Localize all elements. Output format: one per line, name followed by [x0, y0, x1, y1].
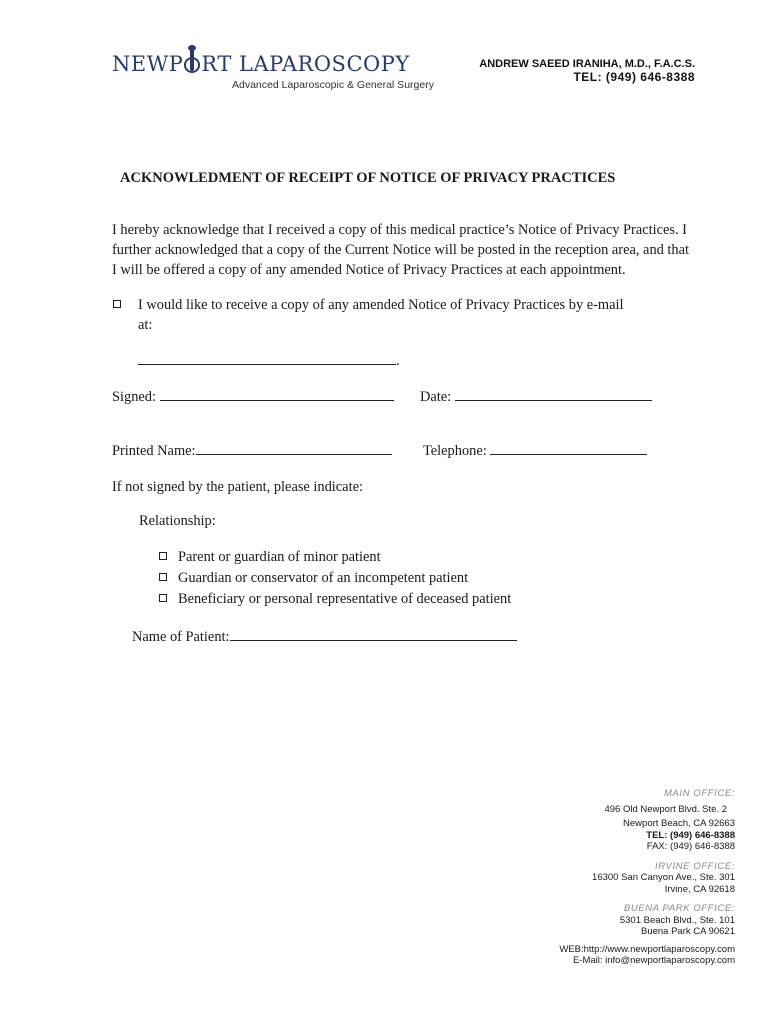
telephone-line[interactable]: [490, 440, 647, 455]
office-directory: [559, 788, 735, 967]
name-of-patient-line[interactable]: [230, 626, 517, 641]
not-signed-intro: If not signed by the patient, please indicate:: [112, 479, 363, 495]
name-of-patient-label: Name of Patient:: [132, 629, 230, 645]
doctor-info: [479, 58, 695, 84]
telephone-field: [423, 440, 647, 461]
printed-name-line[interactable]: [196, 440, 392, 455]
buena-park-office-label: BUENA PARK OFFICE:: [623, 903, 735, 914]
signed-field: [112, 386, 394, 407]
irvine-office-label: IRVINE OFFICE:: [654, 860, 735, 872]
paragraph-line: further acknowledged that a copy of the Current Notice will be posted in the reception area, and that: [112, 242, 690, 258]
signed-label: Signed:: [112, 389, 156, 405]
paragraph-line: I will be offered a copy of any amended Notice of Privacy Practices at each appointment.: [112, 262, 626, 278]
email-address-line[interactable]: [138, 350, 400, 371]
main-office-label: MAIN OFFICE:: [663, 788, 735, 799]
name-of-patient-field: [132, 626, 517, 647]
logo-tagline: Advanced Laparoscopic & General Surgery: [232, 79, 434, 91]
conservator-checkbox[interactable]: [159, 573, 167, 581]
email-end-period: .: [396, 353, 400, 369]
acknowledgment-paragraph: [112, 220, 689, 280]
email-copy-line2: at:: [138, 317, 153, 333]
logo-text-part2: RT LAPAROSCOPY: [201, 52, 410, 76]
main-office-address1: 496 Old Newport Blvd. Ste. 2: [604, 803, 727, 815]
email[interactable]: E-Mail: info@newportlaparoscopy.com: [572, 955, 735, 966]
conservator-label: Guardian or conservator of an incompetent patient: [178, 570, 469, 586]
logo-wordmark: [112, 52, 434, 76]
doctor-telephone: TEL: (949) 646-8388: [573, 70, 695, 84]
beneficiary-label: Beneficiary or personal representative of deceased patient: [178, 591, 512, 607]
irvine-office-address2: Irvine, CA 92618: [664, 883, 735, 895]
logo-text-part1: NEWP: [112, 52, 184, 76]
main-office-fax: FAX: (949) 646-8388: [646, 841, 735, 852]
paragraph-line: I hereby acknowledge that I received a copy of this medical practice’s Notice of Privacy Practices. I: [112, 222, 687, 238]
printed-name-field: [112, 440, 392, 461]
buena-park-office-address1: 5301 Beach Blvd., Ste. 101: [619, 914, 735, 926]
document-title: ACKNOWLEDMENT OF RECEIPT OF NOTICE OF PRIVACY PRACTICES: [120, 170, 616, 186]
beneficiary-checkbox[interactable]: [159, 594, 167, 602]
date-field: [420, 386, 652, 407]
printed-name-label: Printed Name:: [112, 443, 196, 459]
date-line[interactable]: [455, 386, 652, 401]
relationship-label: Relationship:: [139, 513, 216, 529]
email-copy-label: [138, 295, 624, 335]
email-copy-checkbox[interactable]: [113, 300, 121, 308]
telephone-label: Telephone:: [423, 443, 487, 459]
parent-guardian-label: Parent or guardian of minor patient: [178, 549, 381, 565]
date-label: Date:: [420, 389, 452, 405]
doctor-name: ANDREW SAEED IRANIHA, M.D., F.A.C.S.: [479, 58, 695, 70]
main-office-tel: TEL: (949) 646-8388: [646, 829, 735, 841]
buena-park-office-address2: Buena Park CA 90621: [640, 926, 735, 937]
logo: [112, 52, 434, 91]
logo-o-icon: [184, 57, 200, 73]
website[interactable]: WEB:http://www.newportlaparoscopy.com: [559, 943, 735, 955]
irvine-office-address1: 16300 San Canyon Ave., Ste. 301: [592, 872, 735, 883]
parent-guardian-checkbox[interactable]: [159, 552, 167, 560]
email-copy-line1: I would like to receive a copy of any amended Notice of Privacy Practices by e-mail: [138, 297, 624, 313]
main-office-address2: Newport Beach, CA 92663: [623, 818, 735, 829]
signed-line[interactable]: [160, 386, 394, 401]
